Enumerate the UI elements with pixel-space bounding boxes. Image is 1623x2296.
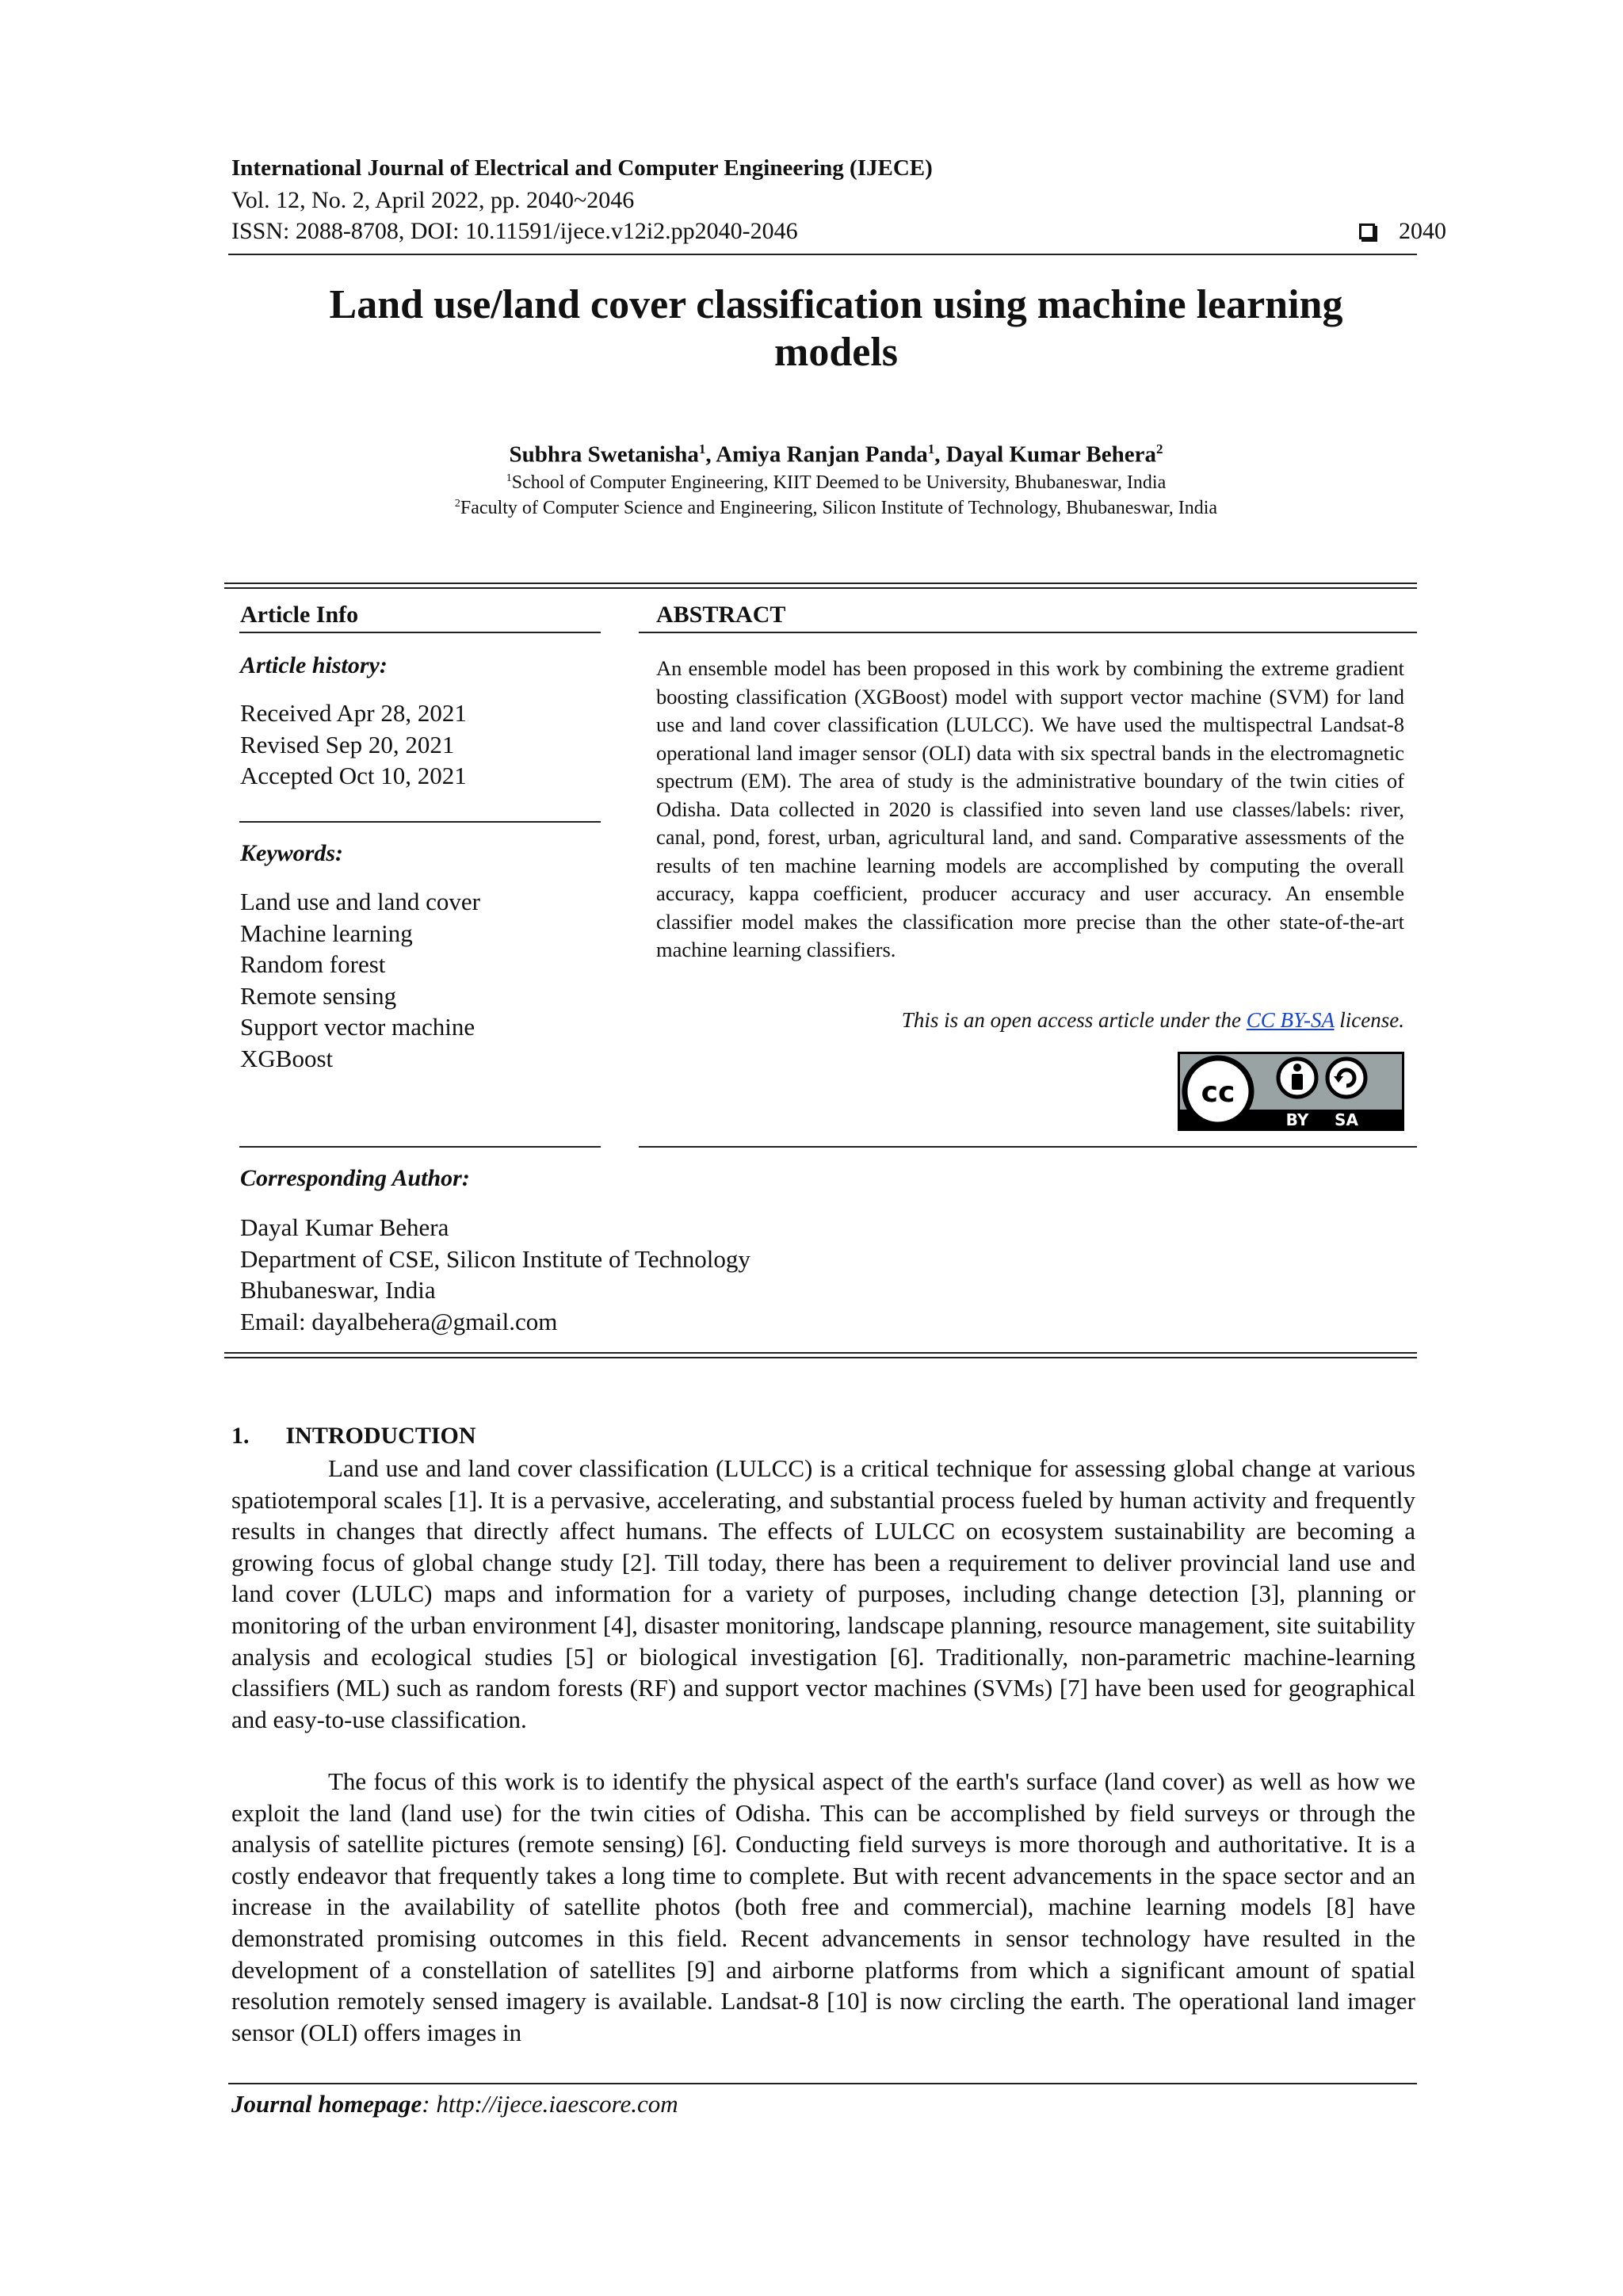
affiliation	[238, 472, 1434, 494]
author-affil-marker: 2	[1156, 441, 1163, 457]
journal-name: International Journal of Electrical and Computer Engineering (IJECE)	[231, 155, 933, 181]
title-line-1: Land use/land cover classification using machine learning	[329, 282, 1343, 327]
title-line-2: models	[774, 330, 898, 375]
license-prefix: This is an open access article under the	[901, 1008, 1247, 1032]
abstract-rule	[639, 632, 1417, 633]
info-box-bottom-rule	[224, 1352, 1417, 1354]
header-rule	[228, 254, 1417, 255]
history-item: Accepted Oct 10, 2021	[240, 762, 467, 789]
author-separator: ,	[934, 441, 946, 468]
info-box-top-rule-2	[224, 587, 1417, 589]
author-name: Subhra Swetanisha	[509, 441, 699, 468]
corresponding-line: Dayal Kumar Behera	[240, 1213, 449, 1241]
history-item: Received Apr 28, 2021	[240, 699, 467, 727]
corresponding-author-heading: Corresponding Author:	[240, 1165, 470, 1191]
section-heading	[231, 1423, 476, 1450]
section-number: 1.	[231, 1423, 250, 1449]
corresponding-line: Department of CSE, Silicon Institute of Technology	[240, 1244, 750, 1273]
author-affil-marker: 1	[698, 441, 706, 457]
paragraph-text: The focus of this work is to identify the physical aspect of the earth's surface (land cover) as well as how we exploit the land (land use) for the twin cities of Odisha. This can be accomplished by field surveys or through the analysis of satellite pictures (remote sensing) [6]. Conducting field surveys is more thorough and authoritative. It is a costly endeavor that frequently takes a long time to complete. But with recent advancements in the space sector and an increase in the availability of satellite photos (both free and commercial), machine learning models [8] have demonstrated promising outcomes in this field. Recent advancements in sensor technology have resulted in the development of a constellation of satellites [9] and airborne platforms from which a significant amount of spatial resolution remotely sensed imagery is available. Landsat-8 [10] is now circling the earth. The operational land imager sensor (OLI) offers images in	[231, 1767, 1415, 2046]
affiliation-text: Faculty of Computer Science and Engineering, Silicon Institute of Technology, Bhubaneswar, India	[460, 498, 1218, 518]
affiliation-text: School of Computer Engineering, KIIT Deemed to be University, Bhubaneswar, India	[511, 472, 1167, 493]
corresponding-rule	[239, 1146, 601, 1148]
homepage-label: Journal homepage	[231, 2090, 422, 2118]
corresponding-line: Bhubaneswar, India	[240, 1276, 436, 1304]
sa-label: SA	[1335, 1110, 1358, 1129]
journal-volume: Vol. 12, No. 2, April 2022, pp. 2040~2046	[231, 187, 635, 213]
corresponding-line: Email: dayalbehera@gmail.com	[240, 1307, 558, 1335]
info-box-top-rule	[224, 583, 1417, 584]
journal-issn-doi: ISSN: 2088-8708, DOI: 10.11591/ijece.v12i2.pp2040-2046	[231, 218, 798, 244]
square-bullet-icon	[1359, 223, 1375, 239]
keyword-item: Machine learning	[240, 919, 413, 947]
info-box-bottom-rule-2	[224, 1357, 1417, 1358]
corresponding-author-details	[240, 1212, 750, 1337]
affiliation	[238, 498, 1434, 519]
license-suffix: license.	[1334, 1008, 1404, 1032]
by-label: BY	[1285, 1110, 1309, 1129]
body-paragraph	[231, 1766, 1415, 2048]
author-separator: ,	[705, 441, 716, 468]
affiliation-marker: 2	[454, 498, 460, 510]
paper-title	[238, 281, 1434, 376]
section-title: INTRODUCTION	[285, 1423, 476, 1449]
page-number-block	[1359, 218, 1446, 245]
author-affil-marker: 1	[927, 441, 935, 457]
keywords-heading: Keywords:	[240, 840, 343, 866]
author-name: Amiya Ranjan Panda	[716, 441, 928, 468]
license-statement	[656, 1008, 1404, 1033]
affiliation-marker: 1	[506, 472, 512, 484]
body-paragraph	[231, 1453, 1415, 1735]
article-history-heading: Article history:	[240, 652, 388, 678]
author-list	[238, 441, 1434, 468]
history-item: Revised Sep 20, 2021	[240, 730, 455, 758]
homepage-sep: :	[422, 2090, 437, 2118]
journal-homepage	[231, 2090, 678, 2118]
cc-by-sa-badge[interactable]	[1178, 1052, 1404, 1131]
article-history-list	[240, 697, 467, 792]
abstract-bottom-rule	[639, 1146, 1417, 1148]
abstract-text: An ensemble model has been proposed in this work by combining the extreme gradient boosting classification (XGBoost) model with support vector machine (SVM) for land use and land cover classification (LULCC). We have used the multispectral Landsat-8 operational land imager sensor (OLI) data with six spectral bands in the electromagnetic spectrum (EM). The area of study is the administrative boundary of the twin cities of Odisha. Data collected in 2020 is classified into seven land use classes/labels: river, canal, pond, forest, urban, agricultural land, and sand. Comparative assessments of the results of ten machine learning models are accomplished by computing the overall accuracy, kappa coefficient, producer accuracy and user accuracy. An ensemble classifier model makes the classification more precise than the other state-of-the-art machine learning classifiers.	[656, 656, 1404, 961]
article-info-heading: Article Info	[240, 602, 359, 628]
cc-glyph: cc	[1201, 1076, 1235, 1109]
paragraph-text: Land use and land cover classification (LULCC) is a critical technique for assessing global change at various spatiotemporal scales [1]. It is a pervasive, accelerating, and substantial process fueled by human activity and frequently results in changes that directly affect humans. The effects of LULCC on ecosystem sustainability are becoming a growing focus of global change study [2]. Till today, there has been a requirement to deliver provincial land use and land cover (LULC) maps and information for a variety of purposes, including change detection [3], planning or monitoring of the urban environment [4], disaster monitoring, landscape planning, resource management, site suitability analysis and ecological studies [5] or biological investigation [6]. Traditionally, non-parametric machine-learning classifiers (ML) such as random forests (RF) and support vector machines (SVMs) [7] have been used for geographical and easy-to-use classification.	[231, 1454, 1415, 1733]
article-info-rule	[239, 632, 601, 633]
keyword-item: Random forest	[240, 950, 386, 978]
keyword-item: Land use and land cover	[240, 888, 480, 915]
author-name: Dayal Kumar Behera	[945, 441, 1157, 468]
keyword-item: Support vector machine	[240, 1013, 475, 1041]
homepage-url[interactable]: http://ijece.iaescore.com	[436, 2090, 678, 2118]
keyword-item: XGBoost	[240, 1044, 334, 1072]
cc-by-sa-logo-icon	[1180, 1054, 1402, 1129]
page-number: 2040	[1399, 218, 1446, 244]
footer-rule	[228, 2083, 1417, 2084]
keyword-item: Remote sensing	[240, 981, 397, 1010]
abstract-heading: ABSTRACT	[656, 602, 786, 628]
keywords-list	[240, 886, 480, 1074]
keywords-rule	[239, 821, 601, 823]
license-link[interactable]: CC BY-SA	[1246, 1008, 1335, 1032]
